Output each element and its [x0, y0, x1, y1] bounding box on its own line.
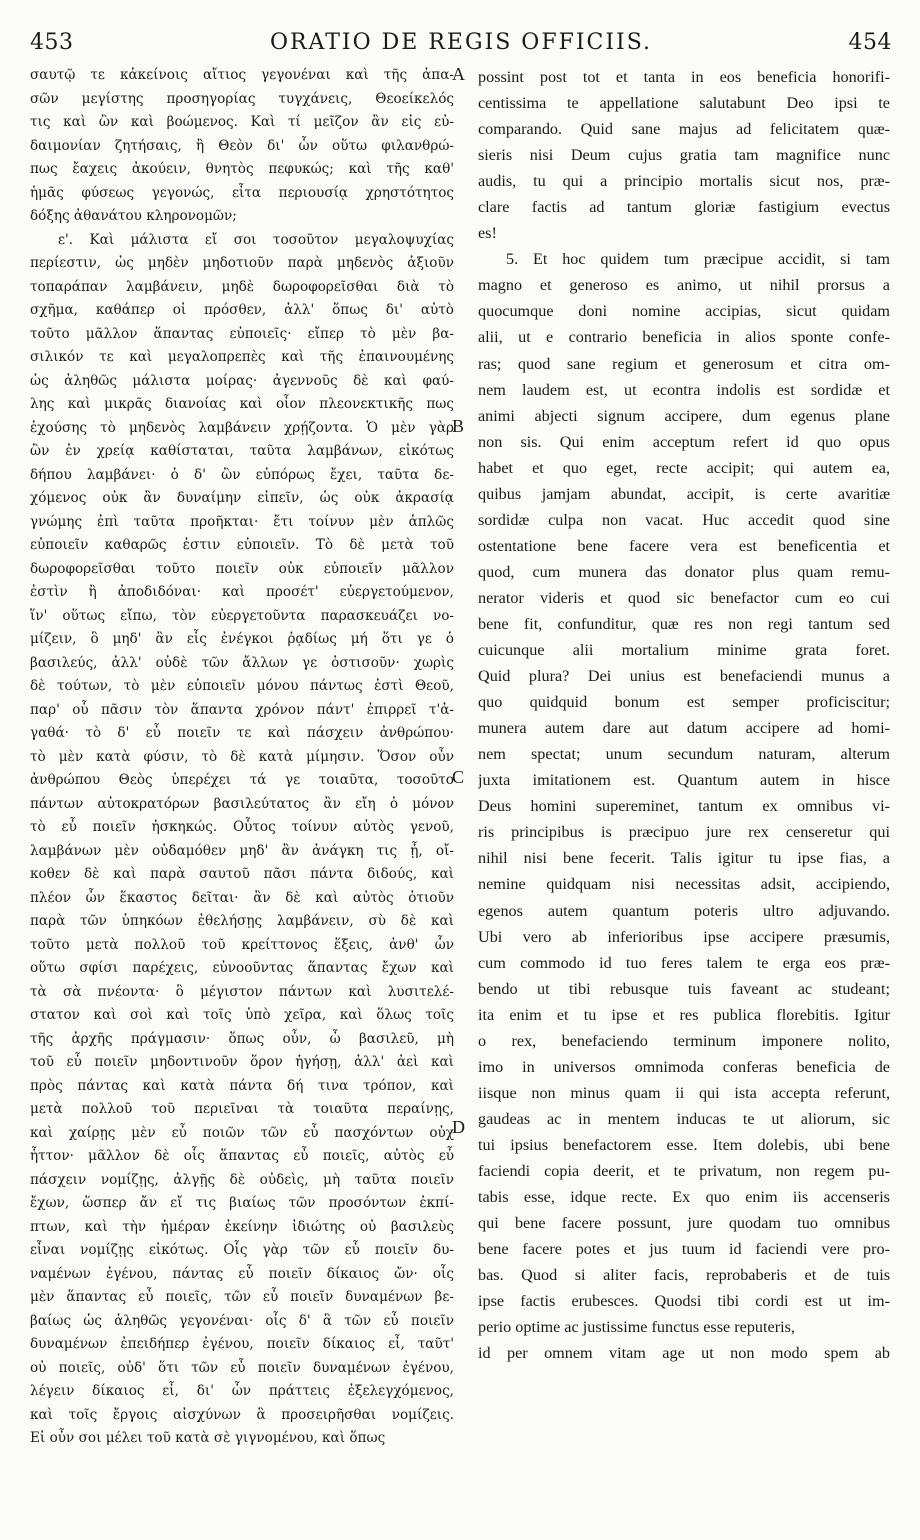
- text-line: δαιμονίαν ζητήσαις, ἢ Θεὸν δι' ὧν οὕτω φιλανθρώ-: [30, 137, 454, 154]
- section-marker-d: D: [452, 1117, 465, 1137]
- text-line: οὐ ποιεῖς, οὐδ' ὅτι τῶν εὖ ποιεῖν δυναμένων ἐγένου,: [30, 1359, 454, 1376]
- text-line: alii, ut e contrario beneficia in alios sponte confe-: [478, 328, 890, 347]
- text-line: τῆς ἀρχῆς πράγμασιν· ὅπως οὖν, ὦ βασιλεῦ, μὴ: [30, 1030, 454, 1047]
- text-line: audis, tu qui a principio mortalis sicut nos, præ-: [478, 172, 890, 191]
- text-line: egenos autem quantum poteris ultro adjuvando.: [478, 901, 890, 920]
- text-line: ras; quod sane regium et generosum et citra om-: [478, 354, 890, 373]
- text-line: γνώμης ἐπὶ ταῦτα προῆκται· ἔτι τοίνυν μὲν ἁπλῶς: [30, 513, 454, 530]
- running-header: [30, 30, 892, 60]
- text-line: δόξης ἀθανάτου κληρονομῶν;: [30, 208, 237, 224]
- text-line: imo in universos omnimoda conferas beneficia de: [478, 1057, 890, 1076]
- text-line: animi abjecti signum accipere, dum egenus plane: [478, 406, 890, 425]
- text-line: habet et quo eget, recte accipit; qui autem ea,: [478, 458, 890, 477]
- text-line: περίεστιν, ὡς μηδὲν μηδοτιοῦν παρὰ μηδενὸς ἀξιοῦν: [30, 255, 454, 271]
- text-line: μετὰ πολλοῦ τοῦ περιεῖναι τὰ τοιαῦτα περαίνῃς,: [30, 1101, 454, 1117]
- text-line: δὲ τούτων, τὸ μὲν εὐποιεῖν μόνου πάντως ἐστὶ Θεοῦ,: [30, 678, 454, 694]
- text-line: δωροφορεῖσθαι τοῦτο ποιεῖν οὐκ εὐποιεῖν μᾶλλον: [30, 560, 454, 577]
- text-line: γαθά· τὸ δ' εὖ ποιεῖν τε καὶ πάσχειν ἀνθρώπου·: [30, 725, 454, 741]
- text-line: tabis esse, idque recte. Ex quo enim iis accenseris: [478, 1188, 890, 1207]
- text-line: πρὸς πάντας καὶ κατὰ πάντα δή τινα τρόπον, καὶ: [30, 1077, 454, 1094]
- text-line: πτων, καὶ τὴν ἡμέραν ἐκείνην ἰδιώτης οὐ βασιλεὺς: [30, 1218, 454, 1235]
- text-line: πάντων αὐτοκρατόρων βασιλεύτατος ἂν εἴη ὁ μόνον: [30, 795, 454, 812]
- text-line: ἔχων, ὥσπερ ἄν εἴ τις βιαίως τῶν προσόντων ἐκπί-: [30, 1195, 454, 1211]
- section-marker-a: A: [452, 64, 465, 84]
- text-line: ὡς ἀληθῶς μάλιστα μοίρας· ἀγεννοῦς δὲ καὶ φαύ-: [30, 372, 454, 389]
- text-line: bene fit, confunditur, quæ res non regi tantum sed: [478, 614, 890, 633]
- text-line: sieris nisi Deum cujus gratia tam magnifice nunc: [478, 146, 890, 165]
- text-line: bendo ut tibi rebusque tuis faveant ac studeant;: [478, 979, 890, 998]
- text-line: magno et generoso es animo, ut nihil prorsus a: [478, 276, 890, 295]
- text-line: possint post tot et tanta in eos beneficia honorifi-: [478, 68, 890, 86]
- text-line: ἐστὶν ἢ ἀποδιδόναι· καὶ προσέτ' εὐεργετούμενον,: [30, 584, 454, 600]
- text-line: Deus homini supereminet, tantum ex omnibus vi-: [478, 797, 890, 816]
- text-line: munera autem dare aut datum accipere ad homi-: [478, 719, 890, 738]
- text-line: σχῆμα, καθάπερ οἱ πρόσθεν, ἀλλ' ὅπως δι' αὐτὸ: [30, 302, 454, 318]
- text-line: nihil nisi bene fecerit. Talis igitur tu ipse fias, a: [478, 849, 890, 868]
- text-line: ris principibus is præcipuo jure rex censeretur qui: [478, 823, 890, 842]
- text-line: id per omnem vitam age ut non modo spem ab: [478, 1344, 890, 1363]
- text-line: juxta imitationem est. Quantum autem in hisce: [478, 771, 890, 790]
- text-line: es!: [478, 224, 497, 243]
- text-line: quocumque doni nomine accipias, sicut quidam: [478, 302, 890, 321]
- running-title: ORATIO DE REGIS OFFICIIS.: [269, 30, 653, 55]
- greek-text-column: [30, 64, 454, 1451]
- text-line: nemine quidquam nisi necessitas adsit, accipiendo,: [478, 875, 890, 894]
- text-line: ipse factis erubesces. Quodsi tibi cordi est ut im-: [478, 1292, 890, 1311]
- text-line: δυναμένων ἐπειδήπερ ἐγένου, ποιεῖν δίκαιος εἶ, ταῦτ': [30, 1336, 454, 1352]
- text-line: centissima te appellatione salutabunt Deo ipsi te: [478, 94, 890, 113]
- text-line: 5. Et hoc quidem tum præcipue accidit, si tam: [506, 250, 890, 269]
- text-line: ἐχούσης τὸ μηδενὸς λαμβάνειν χρῄζοντα. Ὁ μὲν γὰρ: [30, 419, 454, 436]
- text-line: σῶν μεγίστης προσηγορίας τυγχάνεις, Θεοείκελός: [30, 90, 454, 107]
- text-line: ostentatione bene facere vera est beneficentia et: [478, 536, 890, 555]
- text-line: ἡμᾶς φύσεως γεγονώς, εἶτα περιουσίᾳ χρηστότητος: [30, 184, 454, 201]
- text-line: faciendi copia deerit, et te privatum, non regem pu-: [478, 1161, 890, 1180]
- text-line: cuicunque alii mortalium minime grata foret.: [478, 641, 890, 660]
- text-line: τις καὶ ὢν καὶ βοώμενος. Καὶ τί μεῖζον ἂν εἰς εὐ-: [30, 114, 454, 130]
- text-line: cum commodo id tuo feres talem te erga eos præ-: [478, 953, 890, 972]
- text-line: Εἰ οὖν σοι μέλει τοῦ κατὰ σὲ γιγνομένου, καὶ ὅπως: [30, 1430, 386, 1446]
- text-line: ita enim et tu ipse et res publica florebitis. Igitur: [478, 1005, 890, 1024]
- text-line: σιλικόν τε καὶ μεγαλοπρεπὲς καὶ τῆς ἐπαινουμένης: [30, 349, 454, 365]
- text-line: στατον καὶ σοὶ καὶ τοῖς ὑπὸ χεῖρα, καὶ ὅλως τοῖς: [30, 1007, 454, 1023]
- text-line: quo quidquid bonum est semper proficiscitur;: [478, 693, 890, 712]
- text-line: bene facere potes et jus tuum id faciendi vere pro-: [478, 1240, 890, 1259]
- text-line: τοῦ εὖ ποιεῖν μηδοντινοῦν ὅρον ἡγήσῃ, ἀλλ' ἀεὶ καὶ: [30, 1054, 454, 1070]
- text-line: χόμενος οὐκ ἂν δυναίμην εἰπεῖν, ὡς οὐκ ἀκρασίᾳ: [30, 490, 454, 506]
- text-line: clare factis ad tantum gloriæ fastigium evectus: [478, 198, 890, 217]
- text-line: ἧττον· μᾶλλον δὲ οἷς ἅπαντας εὖ ποιεῖς, αὐτὸς εὖ: [30, 1148, 454, 1164]
- text-line: ἵν' οὕτως εἴπω, τὸν εὐεργετοῦντα παρασκευάζει νο-: [30, 607, 454, 624]
- text-line: Quid plura? Dei unius est benefaciendi munus a: [478, 667, 890, 686]
- text-line: παρὰ τῶν ὑπηκόων ἐθελήσῃς λαμβάνειν, σὺ δὲ καὶ: [30, 913, 454, 929]
- text-line: perio optime ac justissime functus esse reputeris,: [478, 1318, 795, 1337]
- text-line: comparando. Quid sane majus ad felicitatem quæ-: [478, 120, 890, 139]
- text-line: τοπαράπαν λαμβάνειν, μηδὲ δωροφορεῖσθαι διὰ τὸ: [30, 278, 454, 295]
- text-line: τοῦτο μετὰ πολλοῦ τοῦ κρείττονος ἕξεις, ἀνθ' ὧν: [30, 936, 454, 953]
- page-number-right: 454: [848, 30, 892, 55]
- text-line: πάσχειν νομίζῃς, ἀλγῇς δὲ οὐδεὶς, μὴ ταῦτα ποιεῖν: [30, 1171, 454, 1188]
- text-line: μὲν ἅπαντας εὖ ποιεῖς, τῶν εὖ ποιεῖν δυναμένων βε-: [30, 1289, 454, 1305]
- text-line: μίζειν, ὃ μηδ' ἂν εἷς ἐνέγκοι ῥᾳδίως μή ὅτι γε ὁ: [30, 631, 454, 647]
- text-line: bas. Quod si aliter facis, reprobaberis et de tuis: [478, 1266, 890, 1285]
- text-line: δήπου λαμβάνει· ὁ δ' ὢν εὐπόρως ἔχει, ταῦτα δε-: [30, 466, 454, 483]
- text-line: τοῦτο μᾶλλον ἅπαντας εὐποιεῖς· εἴπερ τὸ μὲν βα-: [30, 325, 454, 342]
- text-line: καὶ τοῖς ἔργοις αἰσχύνων ἃ προσειρῆσθαι νομίζεις.: [30, 1406, 454, 1423]
- text-line: quod, cum munera das donator plus quam remu-: [478, 562, 890, 581]
- text-line: nerator videris et quod sic benefactor cum eo cui: [478, 588, 890, 607]
- text-line: ναμένων ἐγένου, πάντας εὖ ποιεῖν δίκαιος ὤν· οἷς: [30, 1265, 454, 1282]
- text-line: ὢν ἐν χρείᾳ καθίσταται, ταῦτα λαμβάνων, εἰκότως: [30, 443, 454, 459]
- text-line: βαίως ὡς ἀληθῶς γεγονέναι· οἷς δ' ἃ τῶν εὖ ποιεῖν: [30, 1312, 454, 1329]
- text-line: λαμβάνων μὲν οὐδαμόθεν μηδ' ἂν ἀνάγκη τις ᾖ, οἴ-: [30, 842, 454, 859]
- text-line: gaudeas ac in mentem inducas te ut aliorum, sic: [478, 1109, 890, 1128]
- text-line: λέγειν δίκαιος εἶ, δι' ὧν πράττεις ἐξελεγχόμενος,: [30, 1383, 454, 1399]
- text-line: λης καὶ μικρᾶς διανοίας καὶ οἷον πλεονεκτικῆς πως: [30, 396, 454, 412]
- text-line: quibus jamjam abundat, accipit, is certe avaritiæ: [478, 484, 890, 503]
- text-line: tui ipsius benefactorem esse. Item dolebis, ubi bene: [478, 1135, 890, 1154]
- text-line: τὸ εὖ ποιεῖν ἠσκηκώς. Οὗτος τοίνυν αὐτὸς γενοῦ,: [30, 819, 454, 835]
- text-line: τὰ σὰ πνέοντα· ὃ μέγιστον πάντων καὶ λυσιτελέ-: [30, 983, 454, 1000]
- text-line: σαυτῷ τε κἀκείνοις αἴτιος γεγονέναι καὶ τῆς ἀπα-: [30, 67, 454, 83]
- text-line: βασιλεύς, ἀλλ' οὐδὲ τῶν ἄλλων γε ὁστισοῦν· χωρὶς: [30, 654, 454, 671]
- text-line: πως ἔαχεις ἀκούειν, θνητὸς πεφυκώς; καὶ τῆς καθ': [30, 161, 454, 177]
- latin-text-column: [478, 64, 890, 1366]
- text-line: sordidæ culpa non vacat. Huc accedit quod sine: [478, 510, 890, 529]
- text-line: πλέον ὧν ἕκαστος δεῖται· ἂν δὲ καὶ αὐτὸς ὁτιοῦν: [30, 889, 454, 906]
- page-number-left: 453: [30, 30, 74, 55]
- text-line: καὶ χαίρῃς μὲν εὖ ποιῶν τῶν εὖ πασχόντων οὐχ: [30, 1124, 454, 1141]
- text-line: o rex, benefaciendo terminum imponere nolito,: [478, 1031, 890, 1050]
- text-line: Ubi vero ab inferioribus ipse accipere præsumis,: [478, 927, 890, 946]
- text-line: κοθεν δὲ καὶ παρὰ σαυτοῦ πᾶσι πάντα διδούς, καὶ: [30, 866, 454, 882]
- text-line: εὐποιεῖν καθαρῶς ἐστιν εὐποιεῖν. Τὸ δὲ μετὰ τοῦ: [30, 537, 454, 553]
- text-line: qui bene facere possunt, jure quodam tuo omnibus: [478, 1214, 890, 1233]
- text-line: nem spectat; unum secundum naturam, alterum: [478, 745, 890, 764]
- text-line: οὕτω σφίσι παρέχεις, εὐνοοῦντας ἅπαντας ἔχων καὶ: [30, 960, 454, 976]
- section-marker-c: C: [452, 767, 465, 787]
- text-line: εἶναι νομίζῃς εἰκότως. Οἷς γὰρ τῶν εὖ ποιεῖν δυ-: [30, 1242, 454, 1258]
- text-line: τὸ μὲν κατὰ φύσιν, τὸ δὲ κατὰ μίμησιν. Ὅσον οὖν: [30, 748, 454, 765]
- text-line: iisque non minus quam ii qui ista accepta referunt,: [478, 1083, 890, 1102]
- text-line: ἀνθρώπου Θεὸς ὑπερέχει τά γε τοιαῦτα, τοσοῦτο: [30, 772, 454, 788]
- section-marker-b: B: [452, 416, 465, 436]
- text-line: non sis. Qui enim acceptum refert id quo opus: [478, 432, 890, 451]
- text-line: ε'. Καὶ μάλιστα εἴ σοι τοσοῦτον μεγαλοψυχίας: [58, 231, 454, 248]
- text-line: παρ' οὗ πᾶσιν τὸν ἅπαντα χρόνον πάντ' ἐπιρρεῖ τ'ἀ-: [30, 701, 454, 718]
- text-line: nem laudem est, ut econtra indolis est sordidæ et: [478, 380, 890, 399]
